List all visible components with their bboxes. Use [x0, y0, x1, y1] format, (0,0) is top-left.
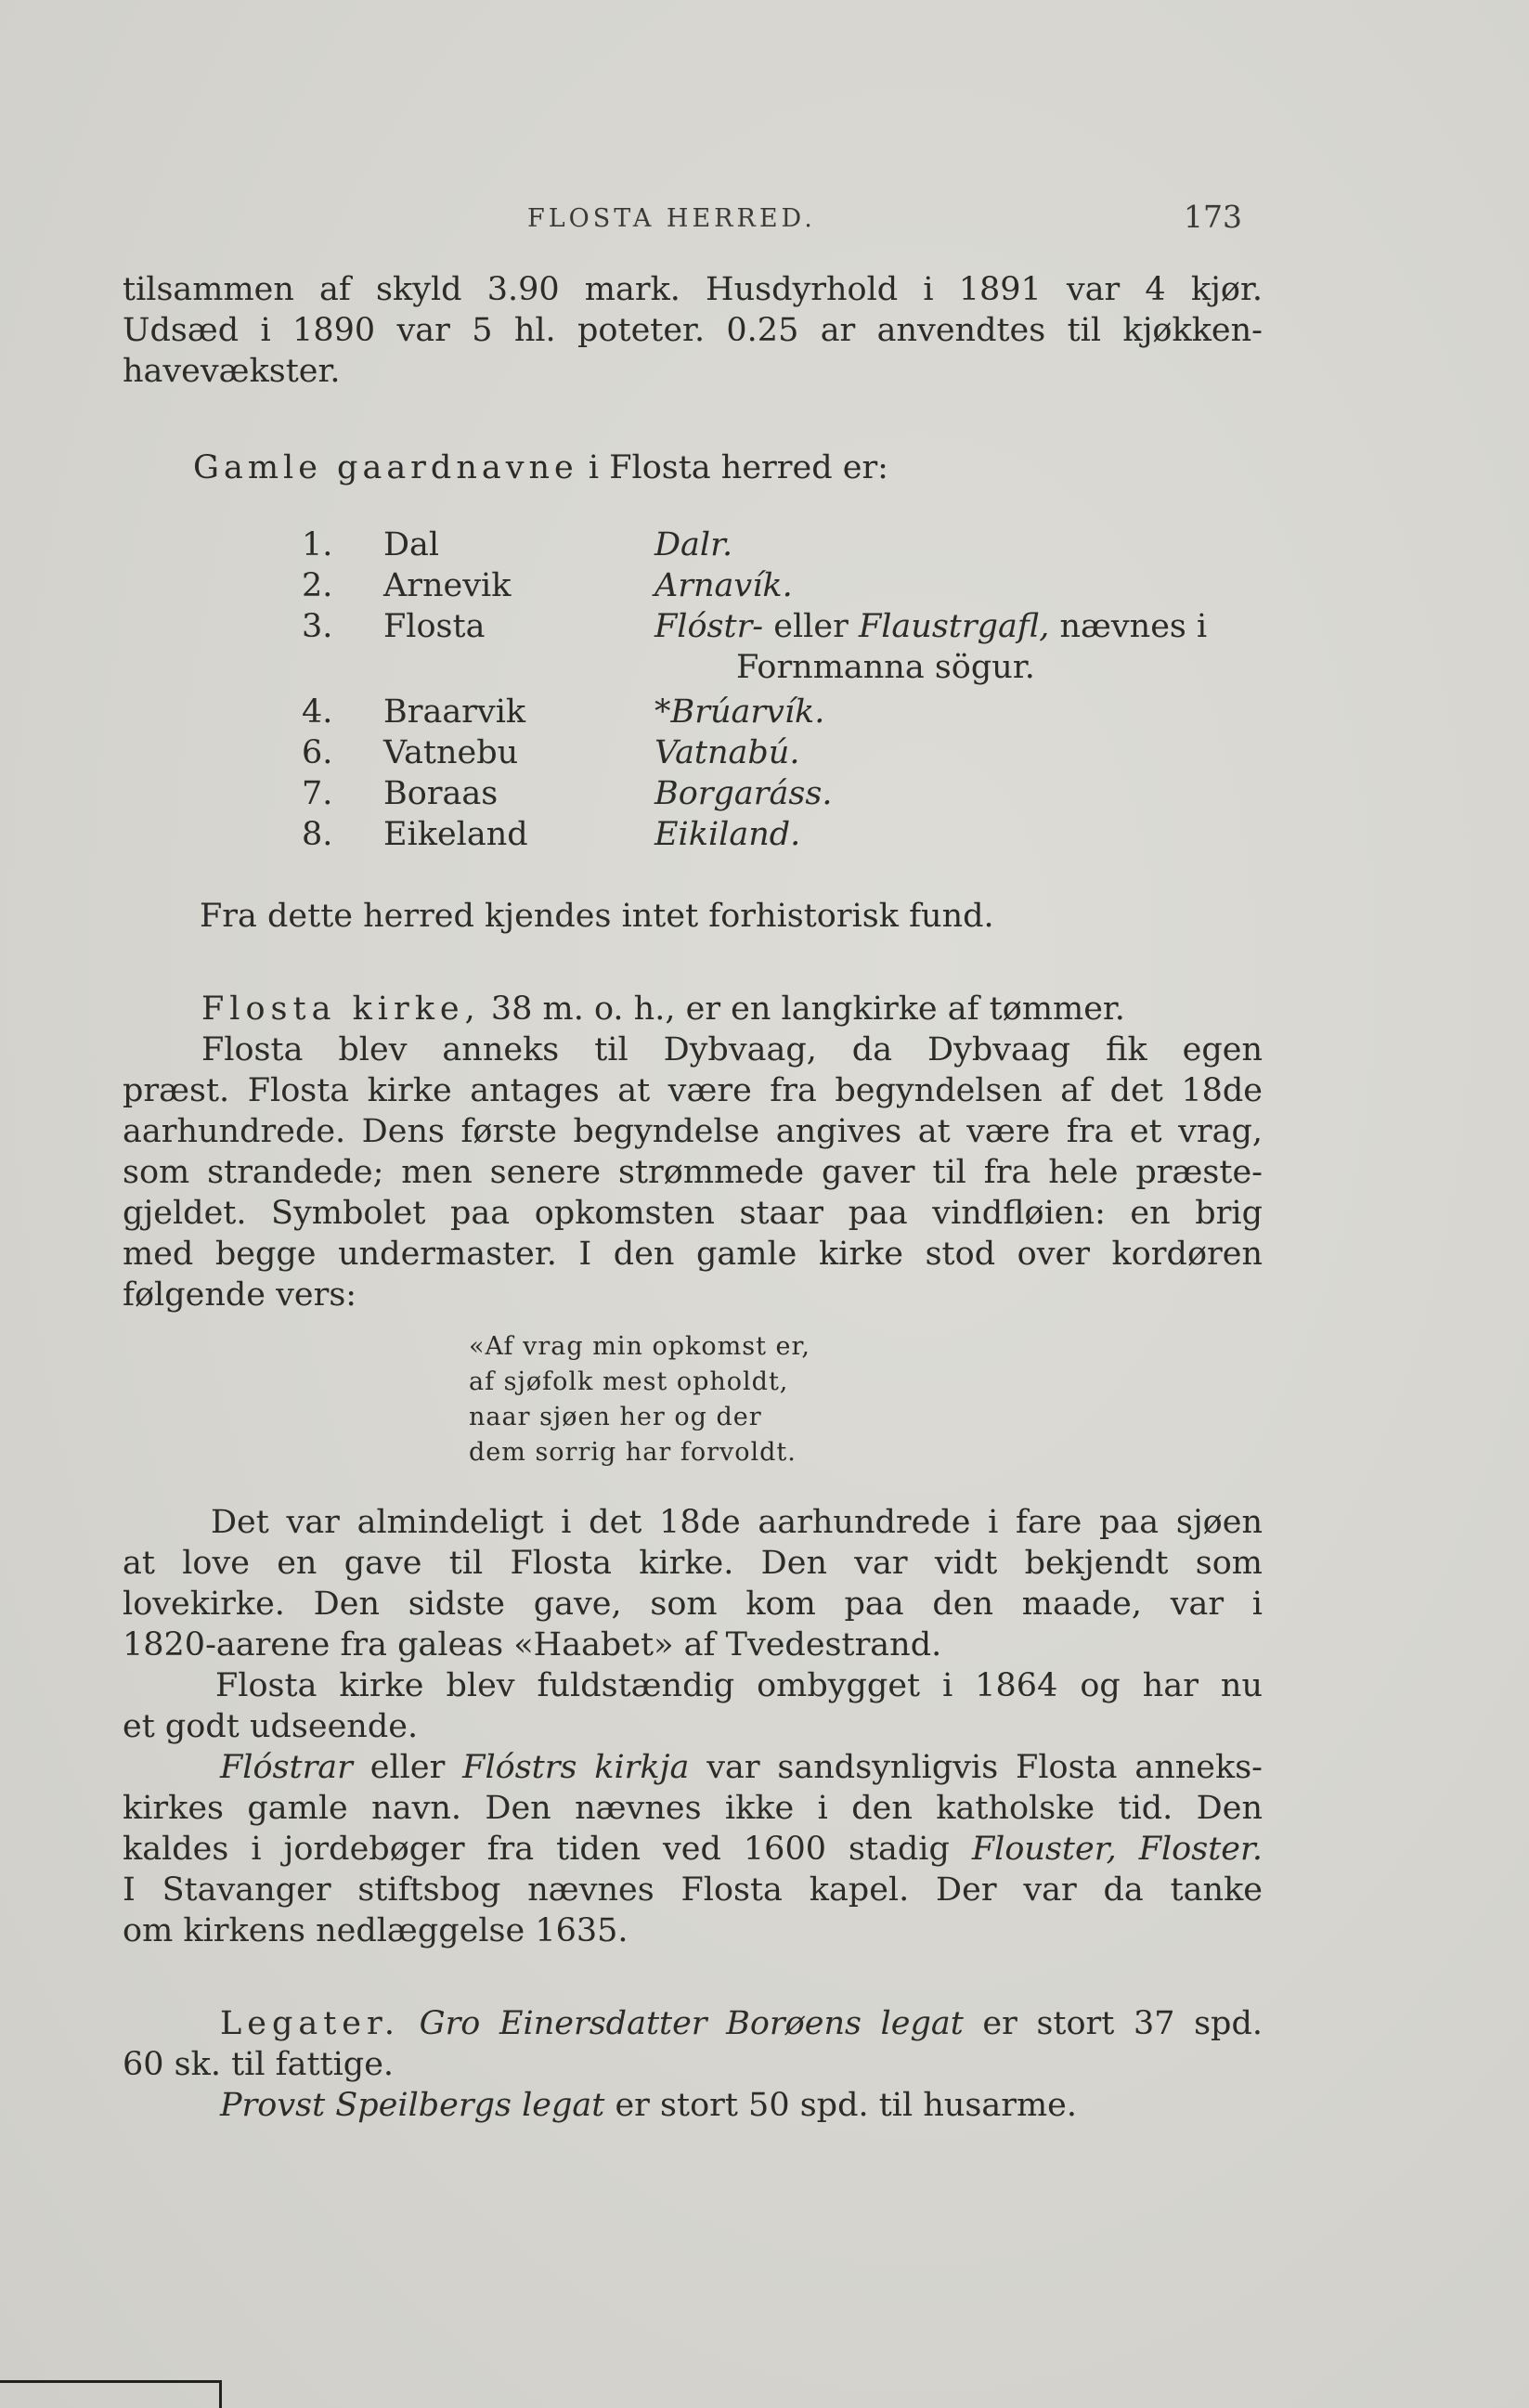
connector: eller — [763, 608, 859, 645]
legacy-name-italic: Provst Speilbergs legat — [220, 2087, 605, 2124]
farm-number: 7. — [302, 775, 333, 812]
verse-line: dem sorrig har forvoldt. — [469, 1438, 797, 1467]
text-segment: 38 m. o. h., er en langkirke af tømmer. — [480, 990, 1125, 1028]
farm-name: Eikeland — [383, 816, 528, 853]
text-line: som strandede; men senere strømmede gaver til fra hele præste- — [123, 1154, 1263, 1191]
church-paragraph — [123, 989, 1263, 1315]
farm-old-name-note — [654, 606, 1207, 647]
text-line — [123, 1747, 1263, 1788]
list-item — [302, 524, 1267, 565]
verse-line: «Af vrag min opkomst er, — [469, 1332, 810, 1361]
farm-number: 8. — [302, 816, 333, 853]
old-name-italic: Flóstrs kirkja — [462, 1749, 690, 1786]
farm-number: 6. — [302, 734, 333, 771]
text-line: tilsammen af skyld 3.90 mark. Husdyrhold i 1891 var 4 kjør. — [123, 271, 1263, 308]
text-line: præst. Flosta kirke antages at være fra begyndelsen af det 18de — [123, 1072, 1263, 1109]
verse-quote — [469, 1329, 810, 1470]
intro-paragraph — [123, 269, 1263, 392]
farm-name: Braarvik — [383, 693, 526, 731]
legacies-lead: Legater. — [220, 2005, 401, 2042]
text-line: Flosta blev anneks til Dybvaag, da Dybvaag fik egen — [201, 1031, 1263, 1068]
text-line — [123, 1829, 1263, 1870]
rebuilt-paragraph — [123, 1665, 1263, 1747]
farm-number: 2. — [302, 567, 333, 604]
old-name-italic: Flóstrar — [220, 1749, 353, 1786]
text-line: 1820-aarene fra galeas «Haabet» af Tvedestrand. — [123, 1626, 942, 1664]
legacy-name-italic: Gro Einersdatter Borøens legat — [400, 2005, 964, 2042]
farm-number: 3. — [302, 608, 333, 645]
farm-name: Dal — [383, 526, 440, 563]
list-item — [302, 606, 1267, 647]
farm-name: Flosta — [383, 608, 486, 645]
farm-old-name: Flóstr- — [654, 608, 764, 645]
text-segment: er stort 37 spd. — [963, 2005, 1263, 2042]
text-line: aarhundrede. Dens første begyndelse angives at være fra et vrag, — [123, 1113, 1263, 1150]
text-segment: eller — [352, 1749, 463, 1786]
farm-number: 4. — [302, 693, 333, 731]
source-note: nævnes i — [1049, 608, 1208, 645]
farm-name: Arnevik — [383, 567, 512, 604]
farm-old-name: Borgaráss. — [654, 775, 833, 812]
text-line — [123, 2085, 1263, 2126]
list-item — [302, 565, 1267, 606]
farm-old-name: Arnavík. — [654, 567, 793, 604]
old-name-italic: Floster. — [1116, 1831, 1263, 1868]
farm-old-name: Dalr. — [654, 526, 733, 563]
prehistoric-note: Fra dette herred kjendes intet forhistorisk fund. — [200, 898, 994, 935]
text-line: I Stavanger stiftsbog nævnes Flosta kapel. Der var da tanke — [123, 1871, 1263, 1909]
verse-line: naar sjøen her og der — [469, 1403, 762, 1431]
farm-names-list — [302, 524, 1267, 855]
legacies-paragraph — [123, 2003, 1263, 2126]
text-line: at love en gave til Flosta kirke. Den var vidt bekjendt som — [123, 1545, 1263, 1582]
farm-old-name: *Brúarvík. — [654, 693, 825, 731]
verse-line: af sjøfolk mest opholdt, — [469, 1367, 789, 1396]
text-line: om kirkens nedlæggelse 1635. — [123, 1912, 628, 1949]
text-line: kirkes gamle navn. Den nævnes ikke i den katholske tid. Den — [123, 1790, 1263, 1827]
text-line: gjeldet. Symbolet paa opkomsten staar paa vindfløien: en brig — [123, 1195, 1263, 1232]
farm-name: Boraas — [383, 775, 499, 812]
corner-rule — [219, 2380, 222, 2408]
text-line: Udsæd i 1890 var 5 hl. poteter. 0.25 ar anvendtes til kjøkken- — [123, 312, 1263, 349]
text-line — [123, 2003, 1263, 2044]
running-header: FLOSTA HERRED. — [527, 204, 816, 233]
text-segment: kaldes i jordebøger fra tiden ved 1600 stadig — [123, 1831, 972, 1868]
text-line: Det var almindeligt i det 18de aarhundrede i fare paa sjøen — [211, 1504, 1263, 1541]
list-item — [302, 647, 1267, 688]
page-number: 173 — [1184, 199, 1242, 235]
corner-rule — [0, 2380, 219, 2383]
old-name-paragraph — [123, 1747, 1263, 1951]
old-name-italic: Flouster, — [971, 1831, 1117, 1868]
farm-old-name: Eikiland. — [654, 816, 801, 853]
text-line: et godt udseende. — [123, 1708, 419, 1745]
farm-number: 1. — [302, 526, 333, 563]
text-segment: er stort 50 spd. til husarme. — [604, 2087, 1077, 2124]
custom-paragraph — [123, 1502, 1263, 1665]
text-line: følgende vers: — [123, 1276, 357, 1314]
farm-name: Vatnebu — [383, 734, 519, 771]
farm-old-name-alt: Flaustrgafl, — [858, 608, 1050, 645]
text-line: med begge undermaster. I den gamle kirke stod over kordøren — [123, 1236, 1263, 1273]
text-line: havevækster. — [123, 353, 341, 390]
text-line: 60 sk. til fattige. — [123, 2046, 395, 2083]
farm-names-heading — [193, 447, 1333, 488]
church-lead: Flosta kirke, — [201, 990, 481, 1028]
list-item — [302, 732, 1267, 773]
text-line: Flosta kirke blev fuldstændig ombygget i 1864 og har nu — [215, 1667, 1263, 1704]
text-line: lovekirke. Den sidste gave, som kom paa den maade, var i — [123, 1586, 1263, 1623]
heading-rest: i Flosta herred er: — [577, 449, 888, 486]
list-item — [302, 773, 1267, 814]
source-note-continued: Fornmanna sögur. — [736, 649, 1035, 686]
list-item — [302, 692, 1267, 732]
farm-old-name: Vatnabú. — [654, 734, 800, 771]
heading-spaced: Gamle gaardnavne — [193, 449, 578, 486]
text-line — [123, 989, 1263, 1029]
text-segment: var sandsynligvis Flosta anneks- — [689, 1749, 1263, 1786]
list-item — [302, 814, 1267, 855]
